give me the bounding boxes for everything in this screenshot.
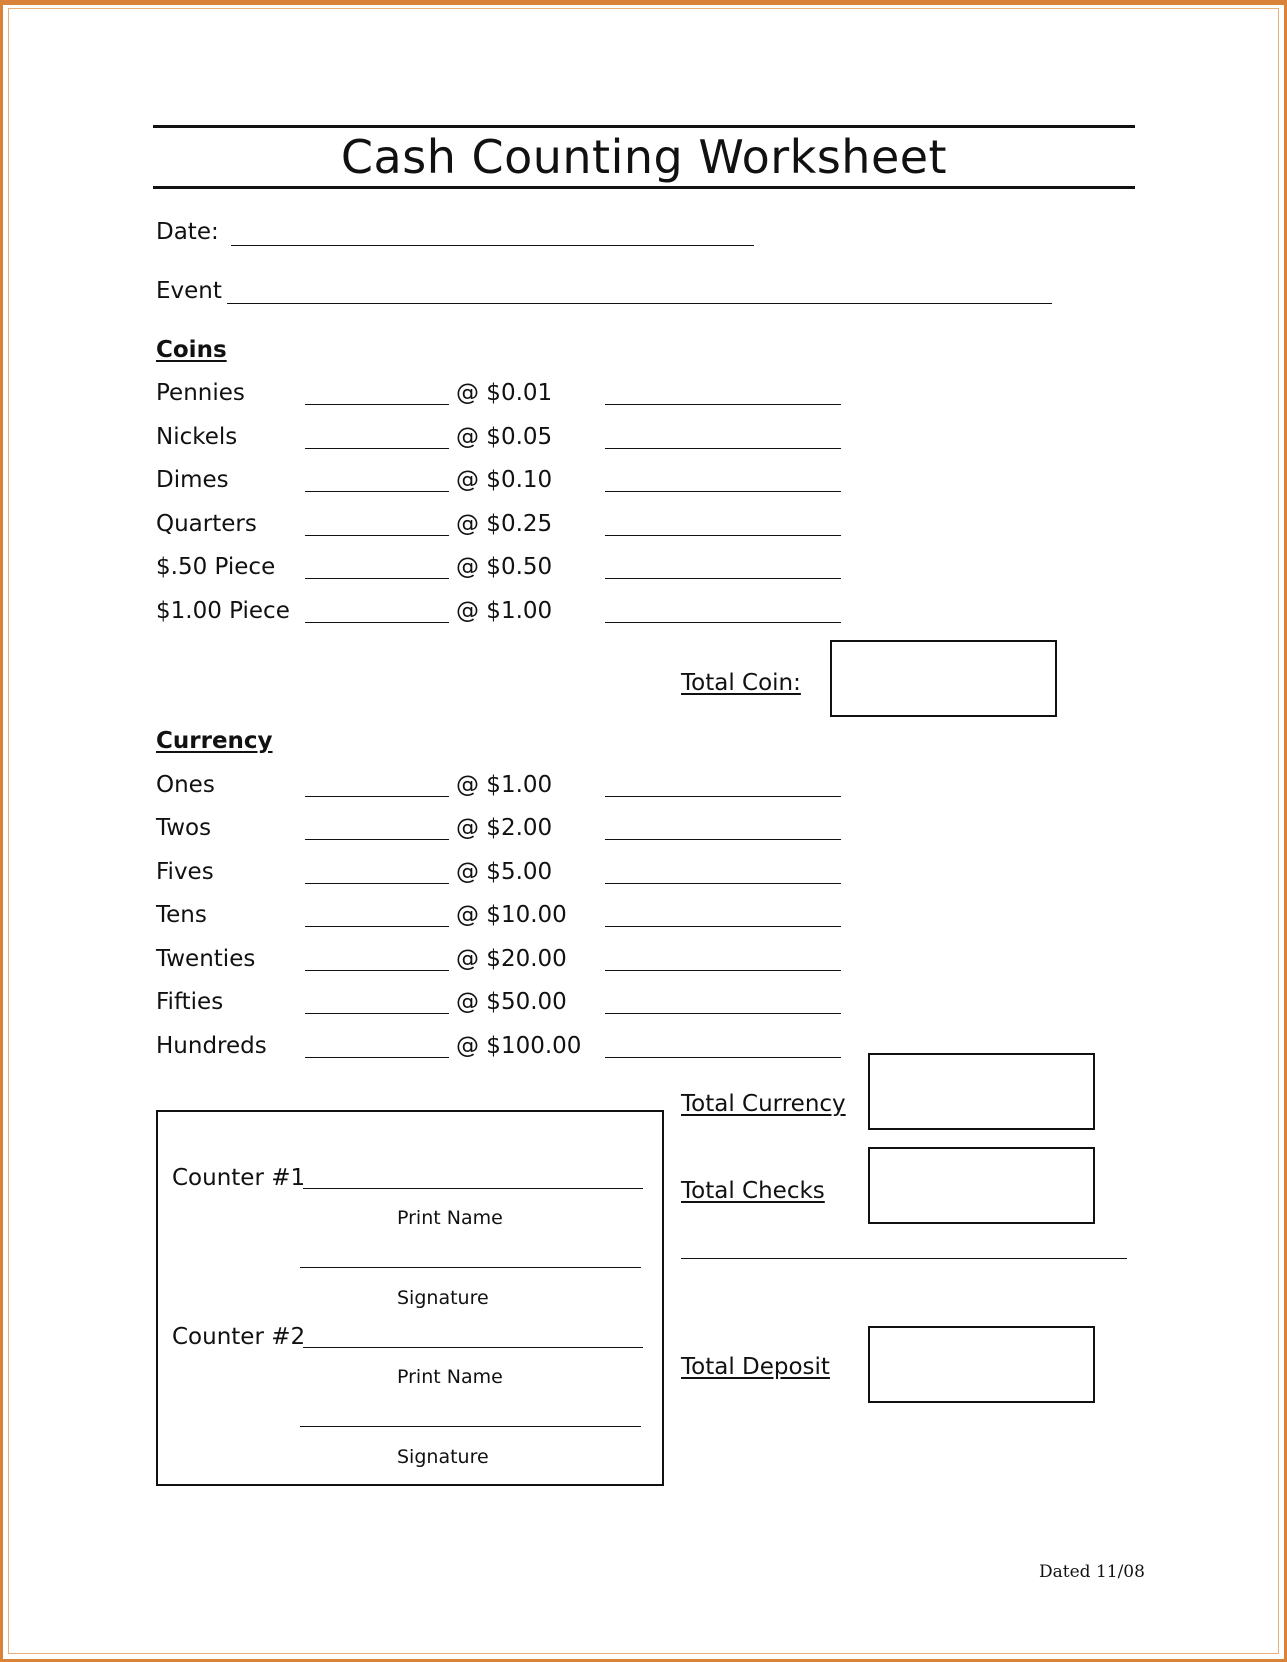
currency-label: Twos (156, 815, 212, 841)
coin-count-field[interactable] (305, 491, 449, 492)
currency-label: Tens (156, 902, 207, 928)
coin-rate: @ $1.00 (456, 598, 553, 624)
event-label: Event (156, 278, 222, 304)
coin-amount-field[interactable] (605, 404, 841, 405)
coin-count-field[interactable] (305, 535, 449, 536)
total-checks-box[interactable] (868, 1147, 1095, 1224)
coin-rate: @ $0.50 (456, 554, 553, 580)
total-currency-label: Total Currency (681, 1091, 846, 1117)
currency-amount-field[interactable] (605, 970, 841, 971)
coin-label: Dimes (156, 467, 229, 493)
total-checks-label: Total Checks (681, 1178, 825, 1204)
coin-rate: @ $0.01 (456, 380, 553, 406)
coin-amount-field[interactable] (605, 535, 841, 536)
coin-label: $.50 Piece (156, 554, 276, 580)
currency-rate: @ $50.00 (456, 989, 567, 1015)
currency-count-field[interactable] (305, 926, 449, 927)
currency-label: Hundreds (156, 1033, 267, 1059)
coin-amount-field[interactable] (605, 578, 841, 579)
total-deposit-box[interactable] (868, 1326, 1095, 1403)
currency-label: Ones (156, 772, 215, 798)
currency-rate: @ $100.00 (456, 1033, 582, 1059)
coin-label: Nickels (156, 424, 238, 450)
currency-rate: @ $5.00 (456, 859, 553, 885)
total-coin-label: Total Coin: (681, 670, 801, 696)
currency-amount-field[interactable] (605, 1013, 841, 1014)
counter-2-signature-field[interactable] (300, 1426, 641, 1427)
coin-amount-field[interactable] (605, 622, 841, 623)
coin-rate: @ $0.25 (456, 511, 553, 537)
coin-amount-field[interactable] (605, 448, 841, 449)
coin-count-field[interactable] (305, 578, 449, 579)
currency-count-field[interactable] (305, 1057, 449, 1058)
counter-1-label: Counter #1 (172, 1165, 306, 1191)
title-bottom-rule (153, 186, 1135, 189)
coin-count-field[interactable] (305, 622, 449, 623)
dated-footer: Dated 11/08 (1039, 1562, 1145, 1582)
currency-rate: @ $10.00 (456, 902, 567, 928)
coins-heading: Coins (156, 337, 227, 363)
coin-label: $1.00 Piece (156, 598, 290, 624)
coin-count-field[interactable] (305, 404, 449, 405)
event-field[interactable] (227, 303, 1052, 304)
currency-rate: @ $1.00 (456, 772, 553, 798)
currency-rate: @ $20.00 (456, 946, 567, 972)
coin-rate: @ $0.10 (456, 467, 553, 493)
counter-1-signature-field[interactable] (300, 1267, 641, 1268)
totals-divider-line (681, 1258, 1127, 1259)
counter-2-label: Counter #2 (172, 1324, 306, 1350)
counter-1-print-name-caption: Print Name (397, 1207, 503, 1229)
currency-label: Twenties (156, 946, 256, 972)
title-top-rule (153, 125, 1135, 128)
currency-amount-field[interactable] (605, 839, 841, 840)
date-field[interactable] (231, 245, 754, 246)
coin-label: Pennies (156, 380, 245, 406)
page-title: Cash Counting Worksheet (340, 130, 948, 184)
currency-count-field[interactable] (305, 796, 449, 797)
currency-amount-field[interactable] (605, 1057, 841, 1058)
coin-amount-field[interactable] (605, 491, 841, 492)
currency-amount-field[interactable] (605, 796, 841, 797)
counter-2-signature-caption: Signature (397, 1446, 489, 1468)
currency-count-field[interactable] (305, 883, 449, 884)
total-coin-box[interactable] (830, 640, 1057, 717)
currency-count-field[interactable] (305, 970, 449, 971)
counter-1-name-field[interactable] (303, 1188, 643, 1189)
currency-amount-field[interactable] (605, 883, 841, 884)
coin-count-field[interactable] (305, 448, 449, 449)
currency-count-field[interactable] (305, 1013, 449, 1014)
counter-2-name-field[interactable] (303, 1347, 643, 1348)
currency-label: Fifties (156, 989, 224, 1015)
counter-2-print-name-caption: Print Name (397, 1366, 503, 1388)
currency-count-field[interactable] (305, 839, 449, 840)
coin-rate: @ $0.05 (456, 424, 553, 450)
currency-heading: Currency (156, 728, 273, 754)
total-deposit-label: Total Deposit (681, 1354, 830, 1380)
total-currency-box[interactable] (868, 1053, 1095, 1130)
coin-label: Quarters (156, 511, 257, 537)
currency-rate: @ $2.00 (456, 815, 553, 841)
date-label: Date: (156, 219, 219, 245)
currency-label: Fives (156, 859, 214, 885)
counter-1-signature-caption: Signature (397, 1287, 489, 1309)
currency-amount-field[interactable] (605, 926, 841, 927)
